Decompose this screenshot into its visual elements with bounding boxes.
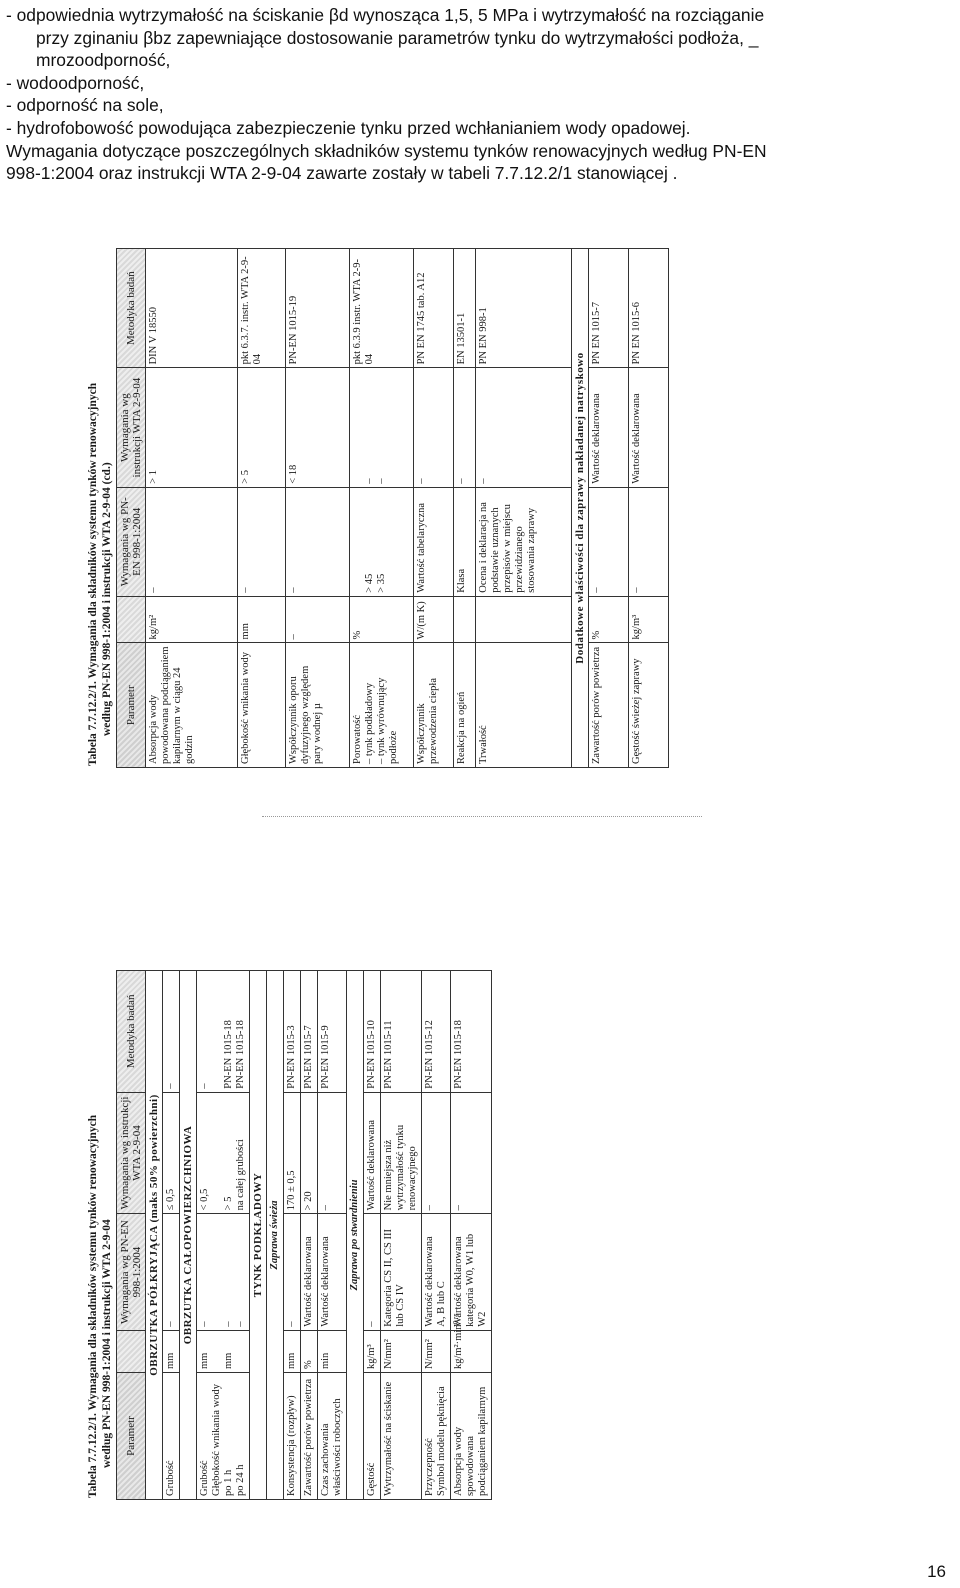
text-line: - hydrofobowość powodująca zabezpieczenie tynku przed wchłanianiem wody opadowej. <box>6 117 691 138</box>
cell: mm <box>238 596 286 643</box>
section-title: Dodatkowe właściwości dla zaprawy nakładanej natryskowo <box>572 249 589 768</box>
cell: kg/m³ <box>629 596 669 643</box>
cell: Gęstość świeżej zaprawy <box>629 643 669 768</box>
cell: > 1 <box>146 368 238 487</box>
cell: min <box>318 1330 347 1372</box>
cell: Wartość deklarowana <box>364 1092 381 1214</box>
header-method: Metodyka badań <box>117 971 146 1093</box>
cell: – <box>286 487 350 596</box>
cell: PN EN 1015-6 <box>629 249 669 368</box>
cell: – – <box>350 368 414 487</box>
cell: Reakcja na ogień <box>454 643 476 768</box>
text-line: 998-1:2004 oraz instrukcji WTA 2-9-04 zawarte zostały w tabeli 7.7.12.2/1 stanowiącej . <box>6 163 678 184</box>
cell: N/mm² <box>422 1330 451 1372</box>
cell: – <box>364 1214 381 1330</box>
caption-line: Tabela 7.7.12.2/1. Wymagania dla składników systemu tynków renowacyjnych <box>87 1114 99 1498</box>
cell: – <box>589 487 629 596</box>
cell: – <box>318 1092 347 1214</box>
table-row <box>451 971 492 1500</box>
cell: PN-EN 1015-11 <box>381 971 422 1093</box>
table-row <box>163 971 180 1500</box>
cell: Klasa <box>454 487 476 596</box>
cell: PN EN 1015-7 <box>589 249 629 368</box>
table-header-row <box>117 971 146 1500</box>
table-row <box>238 249 286 768</box>
cell: Wartość deklarowana <box>318 1214 347 1330</box>
scanned-table-continued <box>82 248 762 768</box>
cell: PN-EN 1015-18 <box>451 971 492 1093</box>
cell: Czas zachowania właściwości roboczych <box>318 1373 347 1500</box>
cell: % <box>589 596 629 643</box>
table-row <box>146 249 238 768</box>
cell: DIN V 18550 <box>146 249 238 368</box>
cell: > 45 > 35 <box>350 487 414 596</box>
cell: Wartość tabelaryczna <box>414 487 454 596</box>
section-row <box>180 971 197 1500</box>
cell: > 5 <box>238 368 286 487</box>
header-unit <box>117 1330 146 1372</box>
cell: ≤ 0,5 <box>163 1092 180 1214</box>
caption-line: Tabela 7.7.12.2/1. Wymagania dla składników systemu tynków renowacyjnych <box>87 382 99 766</box>
subsection-title: Zaprawa po stwardnieniu <box>347 971 364 1500</box>
header-pn-en: Wymagania wg PN-EN 998-1:2004 <box>117 1214 146 1330</box>
header-wta: Wymagania wg instrukcji WTA 2-9-04 <box>117 1092 146 1214</box>
scan-edge-divider <box>262 816 702 817</box>
cell: mm <box>284 1330 301 1372</box>
cell: Absorpcja wody spowodowana podciąganiem kapilarnym <box>451 1373 492 1500</box>
intro-paragraph <box>6 4 954 185</box>
subsection-row <box>267 971 284 1500</box>
table-row <box>381 971 422 1500</box>
cell: Zawartość porów powietrza <box>301 1373 318 1500</box>
cell <box>476 596 572 643</box>
cell: kg/m²·min⁰·⁵ <box>451 1330 492 1372</box>
cell: 170 ± 0,5 <box>284 1092 301 1214</box>
cell <box>454 596 476 643</box>
header-parametr: Parametr <box>117 1373 146 1500</box>
table-caption <box>82 248 116 768</box>
cell: Ocena i deklaracja na podstawie uznanych przepisów w miejscu przewidzianego stosowania zaprawy <box>476 487 572 596</box>
text-line: mrozoodporność, <box>36 50 171 71</box>
cell: Wytrzymałość na ściskanie <box>381 1373 422 1500</box>
cell: – <box>238 487 286 596</box>
table-row <box>318 971 347 1500</box>
section-title: OBRZUTKA PÓŁKRYJĄCA (maks 50% powierzchni) <box>146 971 163 1500</box>
cell: Nie mniejsza niż wytrzymałość tynku renowacyjnego <box>381 1092 422 1214</box>
cell: Kategoria CS II, CS III lub CS IV <box>381 1214 422 1330</box>
cell: < 0,5 > 5 na całej grubości <box>197 1092 250 1214</box>
cell: – <box>163 1214 180 1330</box>
cell: % <box>350 596 414 643</box>
cell: > 20 <box>301 1092 318 1214</box>
cell: Współczynnik oporu dyfuzyjnego względem pary wodnej µ <box>286 643 350 768</box>
cell: – <box>284 1214 301 1330</box>
table-row <box>414 249 454 768</box>
cell: Wartość deklarowana <box>589 368 629 487</box>
cell: PN-EN 1015-9 <box>318 971 347 1093</box>
cell: – <box>629 487 669 596</box>
cell: PN-EN 1015-7 <box>301 971 318 1093</box>
cell: – <box>163 971 180 1093</box>
cell: – <box>454 368 476 487</box>
table-row <box>422 971 451 1500</box>
cell: – <box>422 1092 451 1214</box>
cell: W/(m K) <box>414 596 454 643</box>
section-title: TYNK PODKŁADOWY <box>250 971 267 1500</box>
header-unit <box>117 596 146 643</box>
caption-line: według PN-EN 998-1:2004 i instrukcji WTA 2-9-04 <box>101 1219 113 1468</box>
cell: kg/m² <box>146 596 238 643</box>
table-caption <box>82 970 116 1500</box>
cell: Wartość deklarowana kategoria W0, W1 lub W2 <box>451 1214 492 1330</box>
table-row <box>286 249 350 768</box>
cell: N/mm² <box>381 1330 422 1372</box>
table-row <box>301 971 318 1500</box>
cell: EN 13501-1 <box>454 249 476 368</box>
cell: pkt 6.3.9 instr. WTA 2-9-04 <box>350 249 414 368</box>
table-row <box>476 249 572 768</box>
cell: pkt 6.3.7. instr. WTA 2-9-04 <box>238 249 286 368</box>
page-number: 16 <box>927 1562 946 1581</box>
cell: < 18 <box>286 368 350 487</box>
table-row <box>284 971 301 1500</box>
text-line: - odpowiednia wytrzymałość na ściskanie βd wynosząca 1,5, 5 MPa i wytrzymałość na rozciąganie <box>6 5 765 25</box>
table-row <box>350 249 414 768</box>
cell: PN-EN 1015-19 <box>286 249 350 368</box>
text-line: przy zginaniu βbz zapewniające dostosowanie parametrów tynku do wytrzymałości podłoża, _ <box>36 27 759 48</box>
header-parametr: Parametr <box>117 643 146 768</box>
requirements-table <box>116 970 492 1500</box>
cell: – PN-EN 1015-18 PN-EN 1015-18 <box>197 971 250 1093</box>
cell: Gęstość <box>364 1373 381 1500</box>
cell: PN EN 998-1 <box>476 249 572 368</box>
scanned-table <box>82 970 762 1500</box>
cell: PN-EN 1015-12 <box>422 971 451 1093</box>
cell: – <box>286 596 350 643</box>
cell: – <box>476 368 572 487</box>
text-line: - odporność na sole, <box>6 95 164 116</box>
cell: Współczynnik przewodzenia ciepła <box>414 643 454 768</box>
cell: % <box>301 1330 318 1372</box>
cell: Absorpcja wody powodowana podciąganiem kapilarnym w ciągu 24 godzin <box>146 643 238 768</box>
subsection-row <box>347 971 364 1500</box>
header-pn-en: Wymagania wg PN-EN 998-1:2004 <box>117 487 146 596</box>
section-title: OBRZUTKA CAŁOPOWIERZCHNIOWA <box>180 971 197 1500</box>
section-row <box>572 249 589 768</box>
cell: Głębokość wnikania wody <box>238 643 286 768</box>
table-row <box>197 971 250 1500</box>
table-row <box>589 249 629 768</box>
subsection-title: Zaprawa świeża <box>267 971 284 1500</box>
table-row <box>454 249 476 768</box>
header-method: Metodyka badań <box>117 249 146 368</box>
text-line: - wodoodporność, <box>6 72 145 93</box>
cell: Wartość deklarowana <box>629 368 669 487</box>
cell: Konsystencja (rozpływ) <box>284 1373 301 1500</box>
cell: Grubość Głębokość wnikania wody po 1 h po 24 h <box>197 1373 250 1500</box>
cell: PN-EN 1015-3 <box>284 971 301 1093</box>
cell: – – – <box>197 1214 250 1330</box>
section-row <box>250 971 267 1500</box>
cell: Porowatość – tynk podkładowy – tynk wyrównujący podłoże <box>350 643 414 768</box>
cell: Zawartość porów powietrza <box>589 643 629 768</box>
table-header-row <box>117 249 146 768</box>
cell: Przyczepność Symbol modelu pęknięcia <box>422 1373 451 1500</box>
cell: PN-EN 1015-10 <box>364 971 381 1093</box>
cell: Wartość deklarowana <box>301 1214 318 1330</box>
cell: mm <box>163 1330 180 1372</box>
cell: Grubość <box>163 1373 180 1500</box>
table-row <box>629 249 669 768</box>
cell: – <box>414 368 454 487</box>
caption-line: według PN-EN 998-1:2004 i instrukcji WTA 2-9-04 (cd.) <box>101 462 113 736</box>
cell: – <box>451 1092 492 1214</box>
requirements-table <box>116 248 669 768</box>
cell: PN EN 1745 tab. A12 <box>414 249 454 368</box>
cell: – <box>146 487 238 596</box>
cell: kg/m³ <box>364 1330 381 1372</box>
header-wta: Wymagania wg instrukcji WTA 2-9-04 <box>117 368 146 487</box>
cell: mm mm <box>197 1330 250 1372</box>
cell: Trwałość <box>476 643 572 768</box>
text-line: Wymagania dotyczące poszczególnych składników systemu tynków renowacyjnych według PN-EN <box>6 140 767 161</box>
table-row <box>364 971 381 1500</box>
section-row <box>146 971 163 1500</box>
cell: Wartość deklarowana A, B lub C <box>422 1214 451 1330</box>
